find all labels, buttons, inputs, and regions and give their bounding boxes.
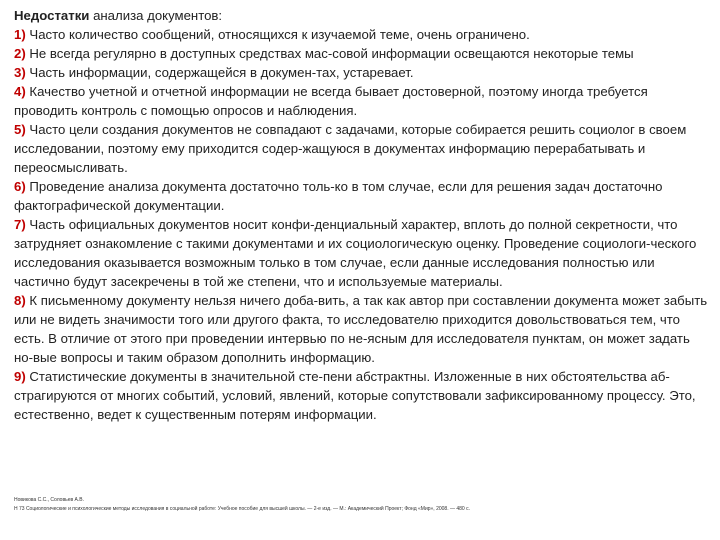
list-item-1 <box>14 25 710 44</box>
list-item-3 <box>14 63 710 82</box>
item-text: Не всегда регулярно в доступных средствах мас-совой информации освещаются некоторые темы <box>25 46 634 61</box>
item-text: Часть официальных документов носит конфи-денциальный характер, вплоть до полной секретности, что затрудняет ознакомление с такими документами и их социологическую оценку. Проведение социологи-ческого исследования оказывается возможным только в том случае, если данные исследования полностью или частично будут засекречены в той же степени, что и используемые материалы. <box>14 217 697 289</box>
item-number: 9) <box>14 369 26 384</box>
footnote-reference: Н 73 Социологические и психологические методы исследования в социальной работе: Учебное пособие для высшей школы. — 2-е изд. — М.: Академический Проект; Фонд «Мир», 2008. — 480 с. <box>14 506 470 512</box>
list-item-4 <box>14 82 710 120</box>
list-item-6 <box>14 177 710 215</box>
item-text: Часто количество сообщений, относящихся к изучаемой теме, очень ограничено. <box>25 27 530 42</box>
item-text: К письменному документу нельзя ничего доба-вить, а так как автор при составлении документа может забыть или не видеть значимости того или другого факта, то исследователю приходится довольствоваться тем, что есть. В отличие от этого при проведении интервью по не-ясным для исследователя пунктам, он может задать но-вые вопросы и таким образом дополнить информацию. <box>14 293 708 365</box>
item-number: 5) <box>14 122 26 137</box>
item-text: Часть информации, содержащейся в докумен-тах, устаревает. <box>25 65 414 80</box>
item-number: 4) <box>14 84 26 99</box>
footnote-authors: Новикова С.С., Соловьев А.В. <box>14 497 84 503</box>
item-text: Проведение анализа документа достаточно толь-ко в том случае, если для решения задач достаточно фактографической документации. <box>14 179 663 213</box>
heading-rest: анализа документов: <box>89 8 223 23</box>
item-text: Часто цели создания документов не совпадают с задачами, которые собирается решить социолог в своем исследовании, поэтому ему приходится содер-жащуюся в документах информацию перерабатывать и переосмысливать. <box>14 122 687 175</box>
list-item-7 <box>14 215 710 291</box>
document-body <box>14 6 710 424</box>
item-text: Качество учетной и отчетной информации не всегда бывает достоверной, поэтому иногда требуется проводить контроль с помощью опросов и наблюдения. <box>14 84 648 118</box>
document-heading <box>14 6 710 25</box>
item-number: 3) <box>14 65 26 80</box>
item-number: 1) <box>14 27 26 42</box>
list-item-8 <box>14 291 710 367</box>
item-text: Статистические документы в значительной сте-пени абстрактны. Изложенные в них обстоятельства аб-страгируются от многих событий, условий, явлений, которые сопутствовали зафиксированному процессу. Это, естественно, ведет к существенным потерям информации. <box>14 369 696 422</box>
heading-bold-word: Недостатки <box>14 8 90 23</box>
item-number: 6) <box>14 179 26 194</box>
list-item-9 <box>14 367 710 424</box>
item-number: 2) <box>14 46 26 61</box>
item-number: 7) <box>14 217 26 232</box>
list-item-5 <box>14 120 710 177</box>
bibliographic-footnote <box>14 496 710 514</box>
list-item-2 <box>14 44 710 63</box>
item-number: 8) <box>14 293 26 308</box>
